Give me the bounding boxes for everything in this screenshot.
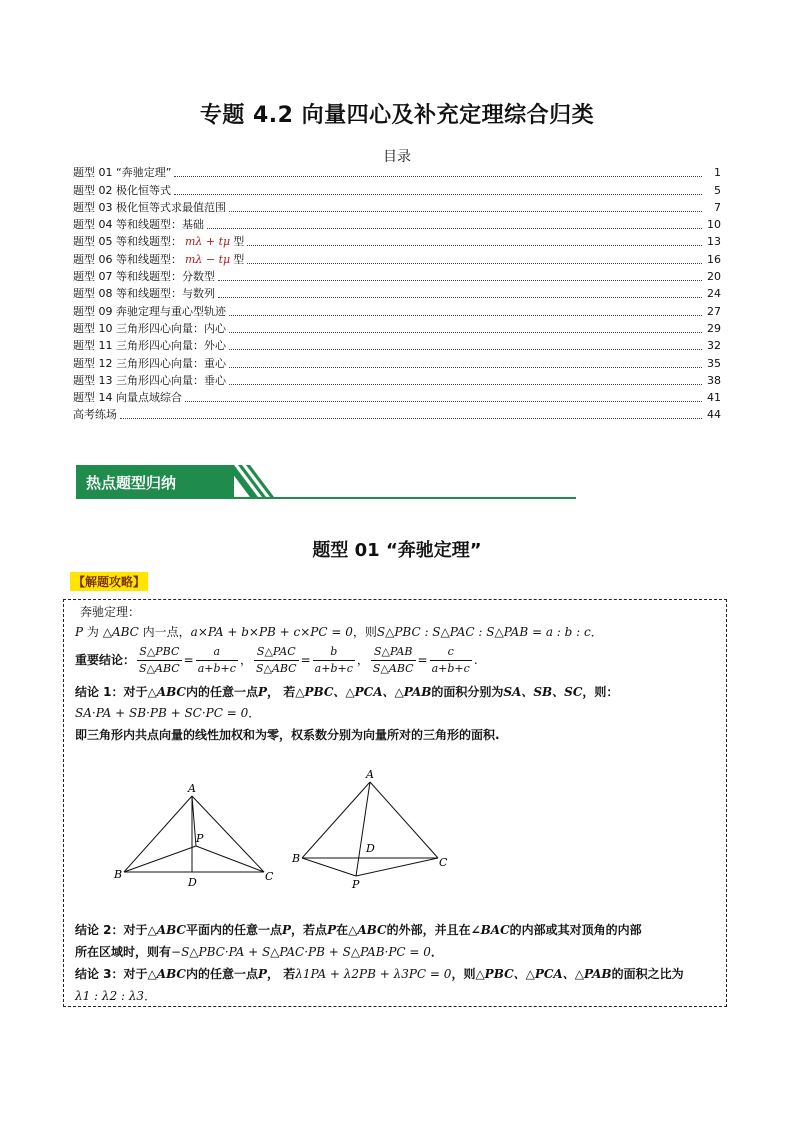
table-of-contents xyxy=(73,163,721,422)
toc-leader-dots xyxy=(218,297,702,298)
conclusion-1-formula: SA·PA + SB·PB + SC·PC = 0． xyxy=(75,706,261,720)
theorem-statement: P 为 △ABC 内一点，a×PA + b×PB + c×PC = 0，则S△PBC : S△PAC : S△PAB = a : b : c． xyxy=(75,625,603,639)
toc-page-number: 7 xyxy=(714,200,721,214)
toc-page-number: 13 xyxy=(707,235,721,249)
toc-entry-label: 题型 05 等和线题型： xyxy=(73,235,182,249)
label-b: B xyxy=(114,868,123,881)
toc-page-number: 10 xyxy=(707,218,721,232)
toc-entry-label: 题型 14 向量点域综合 xyxy=(73,391,182,405)
toc-page-number: 1 xyxy=(714,166,721,180)
toc-entry-label: 题型 02 极化恒等式 xyxy=(73,183,171,197)
section-banner xyxy=(76,465,576,499)
label-d: D xyxy=(366,842,375,855)
label-p: P xyxy=(196,832,204,845)
toc-entry[interactable] xyxy=(73,267,721,284)
label-b: B xyxy=(292,852,301,865)
strategy-label: 【解题攻略】 xyxy=(70,572,148,591)
toc-entry-label: 题型 12 三角形四心向量：重心 xyxy=(73,356,226,370)
banner-stripes xyxy=(226,465,276,497)
conclusion-3-ratio: λ1 : λ2 : λ3． xyxy=(75,989,157,1003)
toc-page-number: 29 xyxy=(707,321,721,335)
toc-entry-label: 题型 09 奔驰定理与重心型轨迹 xyxy=(73,304,226,318)
toc-leader-dots xyxy=(229,349,702,350)
toc-leader-dots xyxy=(185,401,702,402)
toc-entry-math: mλ + tμ xyxy=(185,235,231,249)
toc-entry[interactable] xyxy=(73,336,721,353)
figure-interior-point xyxy=(112,780,292,892)
toc-entry-suffix: 型 xyxy=(233,252,245,266)
toc-entry-label: 题型 06 等和线题型： xyxy=(73,252,182,266)
toc-entry-label: 题型 11 三角形四心向量：外心 xyxy=(73,339,226,353)
toc-heading: 目录 xyxy=(383,149,411,165)
banner-underline xyxy=(76,497,576,499)
section-title: 题型 01 “奔驰定理” xyxy=(312,540,482,561)
fraction: $\frac{\text{S△PAC}}{\text{S△ABC}}$ xyxy=(255,644,297,675)
toc-page-number: 16 xyxy=(707,252,721,266)
toc-leader-dots xyxy=(229,211,702,212)
toc-page-number: 20 xyxy=(707,270,721,284)
conclusion-2-formula: 所在区域时，则有−S△PBC·PA + S△PAC·PB + S△PAB·PC = 0． xyxy=(75,945,443,959)
toc-leader-dots xyxy=(247,263,702,264)
toc-entry[interactable] xyxy=(73,180,721,197)
toc-entry-label: 题型 03 极化恒等式求最值范围 xyxy=(73,200,226,214)
toc-leader-dots xyxy=(229,367,702,368)
toc-page-number: 27 xyxy=(707,304,721,318)
toc-entry[interactable] xyxy=(73,232,721,249)
toc-entry[interactable] xyxy=(73,405,721,422)
toc-entry[interactable] xyxy=(73,319,721,336)
toc-leader-dots xyxy=(174,176,702,177)
toc-leader-dots xyxy=(218,280,702,281)
toc-page-number: 44 xyxy=(707,408,721,422)
toc-entry-label: 题型 04 等和线题型：基础 xyxy=(73,218,204,232)
toc-page-number: 5 xyxy=(714,183,721,197)
toc-entry-label: 题型 08 等和线题型：与数列 xyxy=(73,287,215,301)
toc-entry-label: 题型 07 等和线题型：分数型 xyxy=(73,270,215,284)
conclusion-1: 结论 1：对于△ABC内的任意一点P， 若△PBC、△PCA、△PAB的面积分别为SA、SB、SC，则： xyxy=(75,685,619,699)
toc-page-number: 24 xyxy=(707,287,721,301)
toc-entry[interactable] xyxy=(73,301,721,318)
fraction: $\frac{\text{S△PAB}}{\text{S△ABC}}$ xyxy=(372,644,414,675)
toc-leader-dots xyxy=(229,315,702,316)
toc-entry-label: 题型 01 “奔驰定理” xyxy=(73,166,172,180)
toc-entry-label: 题型 13 三角形四心向量：垂心 xyxy=(73,373,226,387)
conclusion-1-note: 即三角形内共点向量的线性加权和为零，权系数分别为向量所对的三角形的面积. xyxy=(75,728,500,742)
toc-entry-label: 高考练场 xyxy=(73,408,117,422)
label-p: P xyxy=(352,878,360,891)
banner-text: 热点题型归纳 xyxy=(86,474,177,492)
toc-entry[interactable] xyxy=(73,371,721,388)
toc-page-number: 32 xyxy=(707,339,721,353)
toc-entry-label: 题型 10 三角形四心向量：内心 xyxy=(73,321,226,335)
toc-entry[interactable] xyxy=(73,353,721,370)
toc-entry[interactable] xyxy=(73,163,721,180)
fraction: $\frac{\text{S△PBC}}{\text{S△ABC}}$ xyxy=(139,644,180,675)
label-a: A xyxy=(188,782,196,795)
toc-entry[interactable] xyxy=(73,388,721,405)
toc-leader-dots xyxy=(120,418,702,419)
toc-page-number: 35 xyxy=(707,356,721,370)
theorem-heading: 奔驰定理： xyxy=(80,605,141,619)
conclusion-2: 结论 2：对于△ABC平面内的任意一点P，若点P在△ABC的外部，并且在∠BAC的内部或其对顶角的内部 xyxy=(75,923,642,937)
figure-exterior-point xyxy=(290,768,460,892)
label-c: C xyxy=(265,870,274,883)
toc-entry-suffix: 型 xyxy=(233,235,245,249)
toc-entry-math: mλ − tμ xyxy=(185,252,231,266)
page-title: 专题 4.2 向量四心及补充定理综合归类 xyxy=(199,103,595,128)
toc-entry[interactable] xyxy=(73,198,721,215)
toc-leader-dots xyxy=(247,245,702,246)
toc-page-number: 41 xyxy=(707,391,721,405)
important-conclusion: 重要结论： $\frac{\text{S△PBC}}{\text{S△ABC}}$ = $\frac{a}{a+b+c}$ ， $\frac{\text{S△PAC}}{\text{S△ABC}}$ = $\frac{b}{a+b+c}$ ， $\frac{\text{S△PAB}}{\text{S△ABC}}$ = $\frac{c}{a+b+c}$ . xyxy=(75,644,478,675)
toc-leader-dots xyxy=(207,228,702,229)
toc-leader-dots xyxy=(229,332,702,333)
toc-entry[interactable] xyxy=(73,249,721,266)
toc-leader-dots xyxy=(229,384,702,385)
toc-page-number: 38 xyxy=(707,373,721,387)
label-d: D xyxy=(188,876,197,889)
label-a: A xyxy=(366,768,374,781)
toc-leader-dots xyxy=(174,194,702,195)
toc-entry[interactable] xyxy=(73,215,721,232)
label-c: C xyxy=(439,856,448,869)
toc-entry[interactable] xyxy=(73,284,721,301)
conclusion-3: 结论 3：对于△ABC内的任意一点P， 若λ1PA + λ2PB + λ3PC = 0，则△PBC、△PCA、△PAB的面积之比为 xyxy=(75,967,684,981)
